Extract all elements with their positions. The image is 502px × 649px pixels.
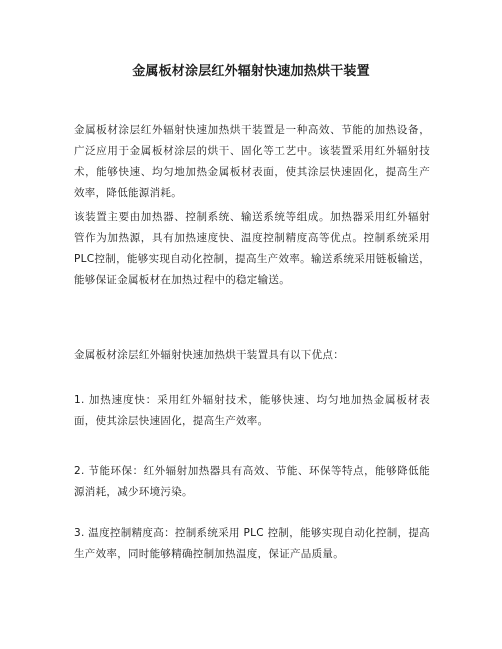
document-title: 金属板材涂层红外辐射快速加热烘干装置 (132, 64, 370, 79)
list-item-temperature-control: 3. 温度控制精度高：控制系统采用 PLC 控制，能够实现自动化控制，提高生产效率，同时能够精确控制加热温度，保证产品质量。 (74, 527, 430, 560)
list-item-heating-speed: 1. 加热速度快：采用红外辐射技术，能够快速、均匀地加热金属板材表面，使其涂层快速固化，提高生产效率。 (74, 394, 430, 427)
paragraph-intro: 金属板材涂层红外辐射快速加热烘干装置是一种高效、节能的加热设备，广泛应用于金属板材涂层的烘干、固化等工艺中。该装置采用红外辐射技术，能够快速、均匀地加热金属板材表面，使其涂层快速固化，提高生产效率，降低能源消耗。 (74, 124, 430, 199)
paragraph-components: 该装置主要由加热器、控制系统、输送系统等组成。加热器采用红外辐射管作为加热源，具有加热速度快、温度控制精度高等优点。控制系统采用PLC控制，能够实现自动化控制，提高生产效率。输送系统采用链板输送，能够保证金属板材在加热过程中的稳定输送。 (74, 211, 430, 286)
paragraph-advantages-lead: 金属板材涂层红外辐射快速加热烘干装置具有以下优点： (74, 349, 344, 361)
list-item-energy-saving: 2. 节能环保：红外辐射加热器具有高效、节能、环保等特点，能够降低能源消耗，减少环境污染。 (74, 465, 430, 498)
